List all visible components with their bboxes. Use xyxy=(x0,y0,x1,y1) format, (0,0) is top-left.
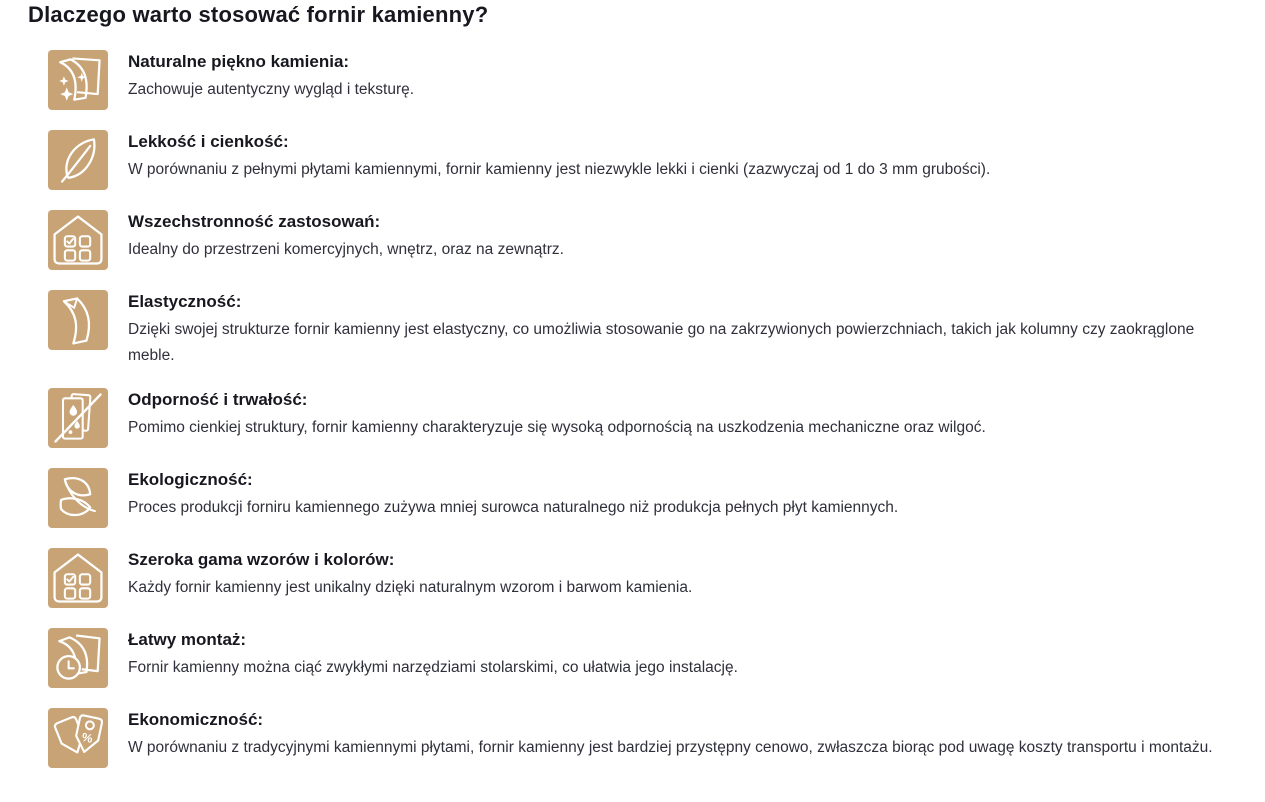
clock-sheet-icon xyxy=(48,628,108,688)
benefit-description: W porównaniu z pełnymi płytami kamiennymi, fornir kamienny jest niezwykle lekki i cienki (zazwyczaj od 1 do 3 mm grubości). xyxy=(128,161,991,178)
house-options-icon xyxy=(48,210,108,270)
eco-leaf-icon xyxy=(48,468,108,528)
benefit-list xyxy=(0,50,1265,768)
benefit-description: Każdy fornir kamienny jest unikalny dzięki naturalnym wzorom i barwom kamienia. xyxy=(128,579,693,597)
page-title: Dlaczego warto stosować fornir kamienny? xyxy=(28,2,489,27)
house-options-icon xyxy=(48,548,108,608)
flexible-sheet-icon xyxy=(48,290,108,350)
feather-icon xyxy=(48,130,108,190)
benefit-title: Ekologiczność: xyxy=(128,470,253,490)
benefit-description: Zachowuje autentyczny wygląd i teksturę. xyxy=(128,81,415,98)
benefit-row xyxy=(48,130,1237,190)
benefit-title: Elastyczność: xyxy=(128,292,242,311)
benefit-row xyxy=(48,210,1237,270)
benefit-title: Naturalne piękno kamienia: xyxy=(128,52,350,71)
price-tags-icon xyxy=(48,708,108,768)
benefit-description: Fornir kamienny można ciąć zwykłymi narzędziami stolarskimi, co ułatwia jego instalację. xyxy=(128,659,738,677)
benefit-description: W porównaniu z tradycyjnymi kamiennymi płytami, fornir kamienny jest bardziej przystępny cenowo, zwłaszcza biorąc pod uwagę koszty transportu i montażu. xyxy=(128,739,1213,757)
benefit-title: Łatwy montaż: xyxy=(128,630,247,650)
benefit-title: Ekonomiczność: xyxy=(128,710,264,730)
benefit-row xyxy=(48,290,1237,368)
benefit-row xyxy=(48,50,1237,110)
benefit-description: Idealny do przestrzeni komercyjnych, wnętrz, oraz na zewnątrz. xyxy=(128,241,564,258)
benefit-title: Lekkość i cienkość: xyxy=(128,132,289,151)
benefit-title: Szeroka gama wzorów i kolorów: xyxy=(128,550,395,570)
benefit-description: Proces produkcji forniru kamiennego zużywa mniej surowca naturalnego niż produkcja pełnych płyt kamiennych. xyxy=(128,499,899,517)
benefit-row xyxy=(48,468,1237,528)
sparkle-veneer-icon xyxy=(48,50,108,110)
benefit-title: Odporność i trwałość: xyxy=(128,390,308,410)
benefit-row xyxy=(48,628,1237,688)
benefit-title: Wszechstronność zastosowań: xyxy=(128,212,381,231)
benefit-description: Dzięki swojej strukturze fornir kamienny jest elastyczny, co umożliwia stosowanie go na zakrzywionych powierzchniach, takich jak kolumny czy zaokrąglone meble. xyxy=(128,321,1195,364)
benefit-description: Pomimo cienkiej struktury, fornir kamienny charakteryzuje się wysoką odpornością na uszkodzenia mechaniczne oraz wilgoć. xyxy=(128,419,986,437)
benefit-row xyxy=(48,708,1237,768)
benefit-row xyxy=(48,388,1237,448)
benefit-row xyxy=(48,548,1237,608)
moisture-resistance-icon xyxy=(48,388,108,448)
